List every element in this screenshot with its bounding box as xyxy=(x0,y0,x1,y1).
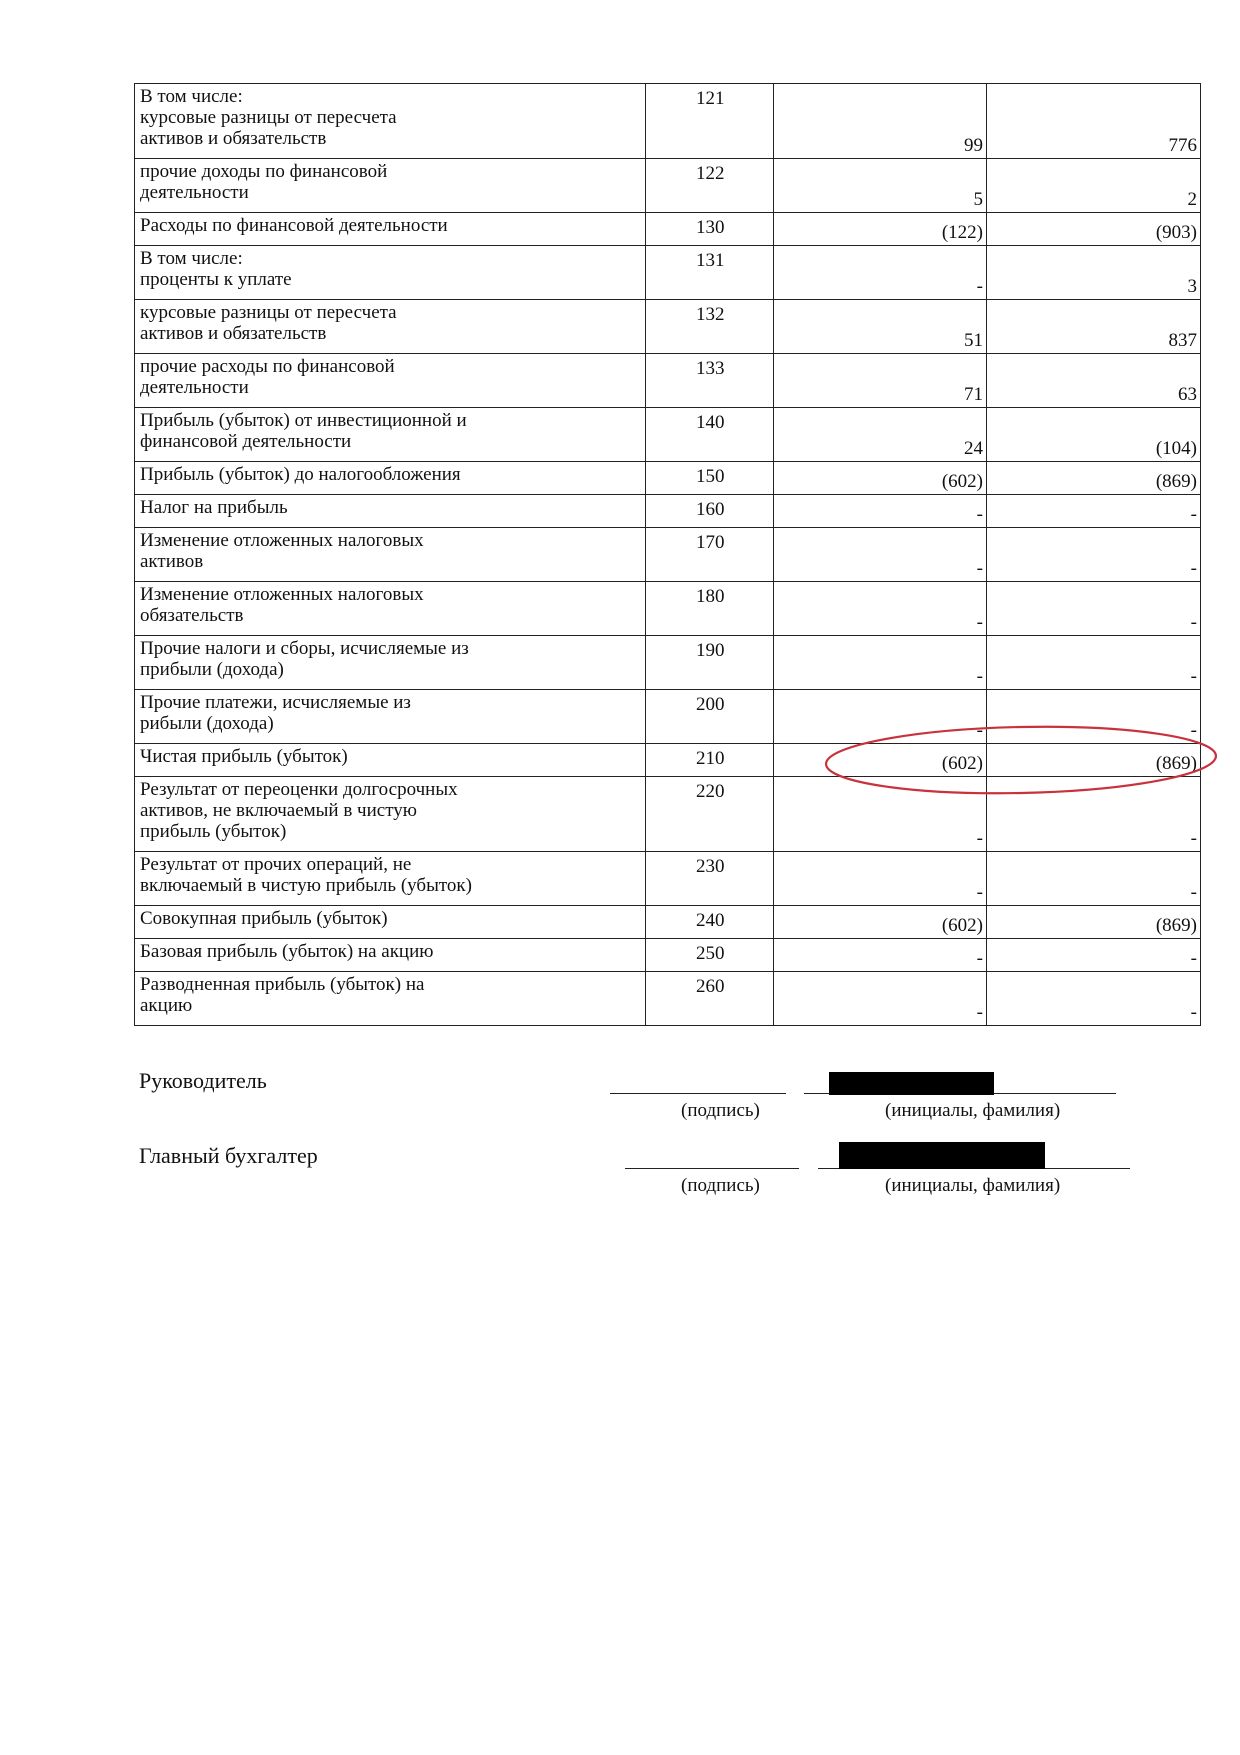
row-value-current: - xyxy=(773,939,986,972)
row-value-previous: (869) xyxy=(986,906,1200,939)
row-code: 230 xyxy=(646,852,774,906)
row-code: 200 xyxy=(646,690,774,744)
row-value-current: 99 xyxy=(773,84,986,159)
row-value-current: (602) xyxy=(773,906,986,939)
row-code: 160 xyxy=(646,495,774,528)
row-value-current: - xyxy=(773,852,986,906)
head-name-caption: (инициалы, фамилия) xyxy=(885,1100,1061,1121)
row-code: 140 xyxy=(646,408,774,462)
row-value-previous: - xyxy=(986,582,1200,636)
row-value-current: (122) xyxy=(773,213,986,246)
accountant-title: Главный бухгалтер xyxy=(139,1143,318,1168)
row-value-previous: 63 xyxy=(986,354,1200,408)
row-value-previous: 776 xyxy=(986,84,1200,159)
row-label: Налог на прибыль xyxy=(135,495,646,528)
row-code: 132 xyxy=(646,300,774,354)
row-value-previous: 2 xyxy=(986,159,1200,213)
row-code: 240 xyxy=(646,906,774,939)
row-label: Результат от переоценки долгосрочных активов, не включаемый в чистую прибыль (убыток) xyxy=(135,777,646,852)
row-value-previous: - xyxy=(986,636,1200,690)
row-value-current: 71 xyxy=(773,354,986,408)
head-title: Руководитель xyxy=(139,1068,267,1093)
row-code: 131 xyxy=(646,246,774,300)
row-code: 133 xyxy=(646,354,774,408)
row-label: Результат от прочих операций, не включаемый в чистую прибыль (убыток) xyxy=(135,852,646,906)
row-value-previous: - xyxy=(986,777,1200,852)
row-label: прочие доходы по финансовой деятельности xyxy=(135,159,646,213)
row-label: Прибыль (убыток) до налогообложения xyxy=(135,462,646,495)
row-value-current: - xyxy=(773,777,986,852)
row-value-current: 5 xyxy=(773,159,986,213)
row-label: Прочие платежи, исчисляемые из рибыли (дохода) xyxy=(135,690,646,744)
row-label: Расходы по финансовой деятельности xyxy=(135,213,646,246)
row-value-previous: (869) xyxy=(986,462,1200,495)
row-code: 250 xyxy=(646,939,774,972)
row-label: Базовая прибыль (убыток) на акцию xyxy=(135,939,646,972)
accountant-name-caption: (инициалы, фамилия) xyxy=(885,1175,1061,1196)
row-code: 121 xyxy=(646,84,774,159)
row-label: Чистая прибыль (убыток) xyxy=(135,744,646,777)
row-value-previous: - xyxy=(986,939,1200,972)
row-value-previous: - xyxy=(986,690,1200,744)
row-value-current: - xyxy=(773,690,986,744)
row-value-previous: (869) xyxy=(986,744,1200,777)
row-code: 210 xyxy=(646,744,774,777)
row-label: Прибыль (убыток) от инвестиционной и финансовой деятельности xyxy=(135,408,646,462)
row-value-previous: - xyxy=(986,972,1200,1026)
highlight-ellipse xyxy=(825,723,1216,797)
row-code: 260 xyxy=(646,972,774,1026)
row-label: Изменение отложенных налоговых активов xyxy=(135,528,646,582)
row-value-previous: (104) xyxy=(986,408,1200,462)
row-value-previous: 837 xyxy=(986,300,1200,354)
row-code: 170 xyxy=(646,528,774,582)
accountant-signature-caption: (подпись) xyxy=(681,1175,760,1196)
row-code: 180 xyxy=(646,582,774,636)
row-code: 150 xyxy=(646,462,774,495)
row-value-current: - xyxy=(773,636,986,690)
row-value-current: 51 xyxy=(773,300,986,354)
row-label: Прочие налоги и сборы, исчисляемые из прибыли (дохода) xyxy=(135,636,646,690)
row-value-current: - xyxy=(773,495,986,528)
row-label: прочие расходы по финансовой деятельности xyxy=(135,354,646,408)
head-signature-caption: (подпись) xyxy=(681,1100,760,1121)
row-value-previous: - xyxy=(986,852,1200,906)
row-value-current: (602) xyxy=(773,744,986,777)
row-code: 220 xyxy=(646,777,774,852)
row-code: 122 xyxy=(646,159,774,213)
row-value-previous: - xyxy=(986,528,1200,582)
row-label: Разводненная прибыль (убыток) на акцию xyxy=(135,972,646,1026)
row-value-current: - xyxy=(773,582,986,636)
row-code: 130 xyxy=(646,213,774,246)
row-label: В том числе: курсовые разницы от пересчета активов и обязательств xyxy=(135,84,646,159)
row-label: В том числе: проценты к уплате xyxy=(135,246,646,300)
row-label: Совокупная прибыль (убыток) xyxy=(135,906,646,939)
row-value-current: - xyxy=(773,528,986,582)
row-value-previous: (903) xyxy=(986,213,1200,246)
row-label: курсовые разницы от пересчета активов и обязательств xyxy=(135,300,646,354)
row-value-current: (602) xyxy=(773,462,986,495)
row-value-current: - xyxy=(773,972,986,1026)
row-value-current: 24 xyxy=(773,408,986,462)
row-value-previous: 3 xyxy=(986,246,1200,300)
row-value-current: - xyxy=(773,246,986,300)
row-code: 190 xyxy=(646,636,774,690)
row-value-previous: - xyxy=(986,495,1200,528)
row-label: Изменение отложенных налоговых обязательств xyxy=(135,582,646,636)
